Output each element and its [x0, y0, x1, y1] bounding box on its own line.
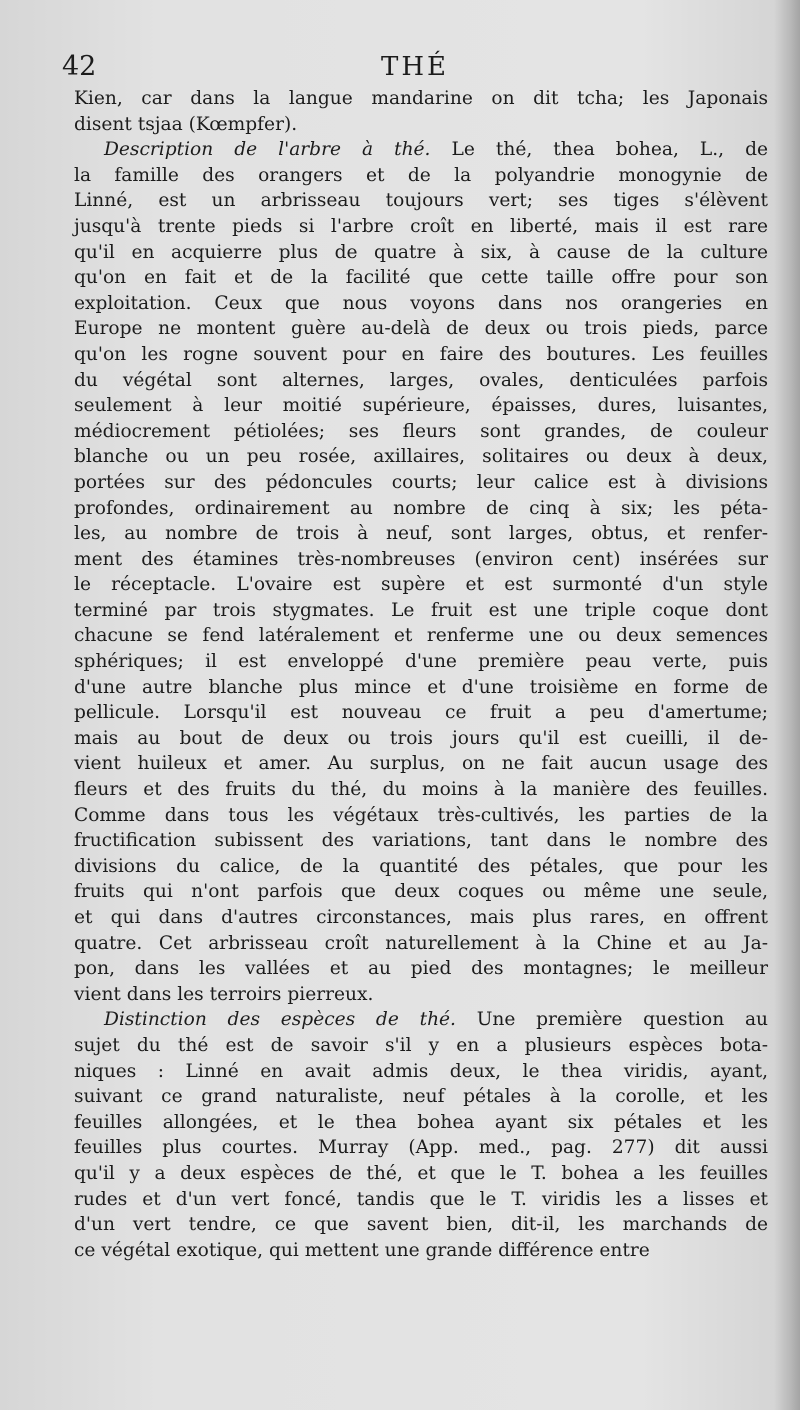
text-line: Distinction des espèces de thé. Une première question au: [104, 1009, 768, 1031]
body-text: [74, 86, 768, 1263]
text-line: divisions du calice, de la quantité des pétales, que pour les: [74, 855, 768, 877]
text-line: seulement à leur moitié supérieure, épaisses, dures, luisantes,: [74, 395, 768, 417]
text-line: feuilles allongées, et le thea bohea ayant six pétales et les: [74, 1111, 768, 1133]
text-line: fruits qui n'ont parfois que deux coques ou même une seule,: [74, 881, 768, 903]
text-line: pon, dans les vallées et au pied des montagnes; le meilleur: [74, 958, 768, 980]
text-line: Kien, car dans la langue mandarine on dit tcha; les Japonais: [74, 88, 768, 109]
text-line: chacune se fend latéralement et renferme une ou deux semences: [74, 625, 768, 647]
text-line: vient huileux et amer. Au surplus, on ne fait aucun usage des: [74, 753, 768, 775]
text-line: sujet du thé est de savoir s'il y en a plusieurs espèces bota-: [74, 1034, 768, 1056]
text-line: feuilles plus courtes. Murray (App. med., pag. 277) dit aussi: [74, 1137, 768, 1159]
text-line: Europe ne montent guère au-delà de deux ou trois pieds, parce: [74, 318, 768, 340]
text-line: qu'on en fait et de la facilité que cette taille offre pour son: [74, 267, 768, 289]
text-line: fructification subissent des variations, tant dans le nombre des: [74, 830, 768, 852]
text-line: du végétal sont alternes, larges, ovales, denticulées parfois: [74, 369, 768, 391]
text-line: pellicule. Lorsqu'il est nouveau ce fruit a peu d'amertume;: [74, 702, 768, 724]
text-line: suivant ce grand naturaliste, neuf pétales à la corolle, et les: [74, 1086, 768, 1108]
text-line: Comme dans tous les végétaux très-cultivés, les parties de la: [74, 804, 768, 826]
text-line: médiocrement pétiolées; ses fleurs sont grandes, de couleur: [74, 420, 768, 442]
page-number: 42: [62, 51, 97, 82]
text-line: ment des étamines très-nombreuses (environ cent) insérées sur: [74, 548, 768, 570]
text-line: rudes et d'un vert foncé, tandis que le T. viridis les a lisses et: [74, 1188, 768, 1210]
text-line: la famille des orangers et de la polyandrie monogynie de: [74, 164, 768, 186]
text-line: disent tsjaa (Kœmpfer).: [74, 113, 298, 135]
paragraph-intro: [74, 86, 768, 137]
lead-phrase: Description de l'arbre à thé.: [104, 139, 431, 161]
text-line: terminé par trois stygmates. Le fruit est une triple coque dont: [74, 599, 768, 621]
text-line: ce végétal exotique, qui mettent une grande différence entre: [74, 1239, 650, 1261]
text-line: Description de l'arbre à thé. Le thé, thea bohea, L., de: [104, 139, 769, 161]
text-line: qu'il y a deux espèces de thé, et que le T. bohea a les feuilles: [74, 1162, 768, 1184]
page-edge-shadow: [774, 0, 800, 1410]
text-line: mais au bout de deux ou trois jours qu'il est cueilli, il de-: [74, 727, 768, 749]
text-line: qu'on les rogne souvent pour en faire des boutures. Les feuilles: [74, 343, 768, 365]
text-line: fleurs et des fruits du thé, du moins à la manière des feuilles.: [74, 779, 768, 801]
text-line: le réceptacle. L'ovaire est supère et est surmonté d'un style: [74, 574, 768, 596]
text-line: qu'il en acquierre plus de quatre à six, à cause de la culture: [74, 241, 768, 263]
text-line: exploitation. Ceux que nous voyons dans nos orangeries en: [74, 292, 768, 314]
text-line: Linné, est un arbrisseau toujours vert; ses tiges s'élèvent: [74, 190, 768, 212]
text-line: d'une autre blanche plus mince et d'une troisième en forme de: [74, 676, 768, 698]
paragraph-description: [74, 137, 768, 1007]
text-line: jusqu'à trente pieds si l'arbre croît en liberté, mais il est rare: [74, 215, 768, 237]
text-line: profondes, ordinairement au nombre de cinq à six; les péta-: [74, 497, 768, 519]
running-head: THÉ: [381, 52, 449, 82]
text-line: portées sur des pédoncules courts; leur calice est à divisions: [74, 471, 768, 493]
paragraph-distinction: [74, 1007, 768, 1263]
text-line: blanche ou un peu rosée, axillaires, solitaires ou deux à deux,: [74, 446, 768, 468]
page-header: [62, 50, 768, 84]
text-line: les, au nombre de trois à neuf, sont larges, obtus, et renfer-: [74, 523, 768, 545]
text-line: quatre. Cet arbrisseau croît naturellement à la Chine et au Ja-: [74, 932, 768, 954]
lead-phrase: Distinction des espèces de thé.: [104, 1009, 456, 1031]
text-line: et qui dans d'autres circonstances, mais plus rares, en offrent: [74, 907, 768, 928]
text-line: sphériques; il est enveloppé d'une première peau verte, puis: [74, 651, 768, 673]
text-line: vient dans les terroirs pierreux.: [74, 983, 374, 1005]
text-line: niques : Linné en avait admis deux, le thea viridis, ayant,: [74, 1060, 768, 1082]
text-line: d'un vert tendre, ce que savent bien, dit-il, les marchands de: [74, 1214, 768, 1236]
